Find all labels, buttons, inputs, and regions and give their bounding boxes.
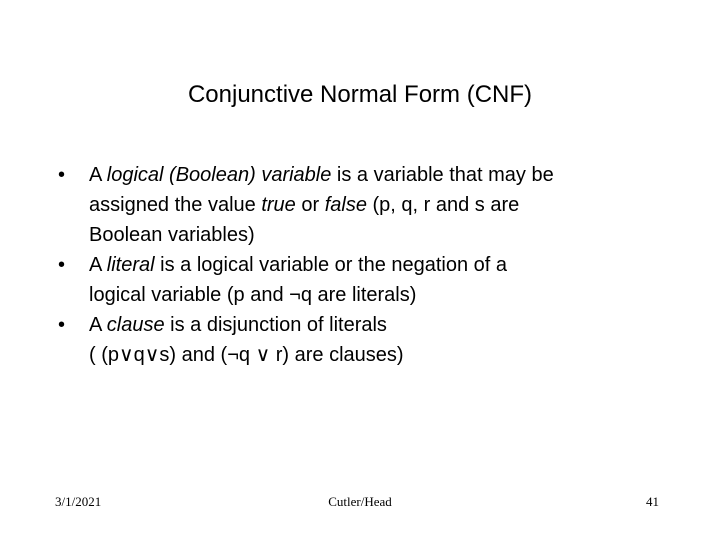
bullet-line: [89, 310, 678, 340]
bullet-marker: •: [58, 314, 66, 336]
footer-author: Cutler/Head: [328, 494, 392, 509]
emphasized-term: true: [261, 194, 296, 216]
text-run: assigned the value: [89, 194, 262, 216]
bullet-line: [89, 340, 678, 370]
bullet-item: [58, 160, 678, 250]
bullet-item: [58, 250, 678, 310]
text-run: A: [89, 254, 107, 276]
emphasized-term: false: [324, 194, 367, 216]
emphasized-term: logical (Boolean) variable: [106, 164, 332, 186]
text-run: Boolean variables): [89, 224, 255, 246]
footer-date: 3/1/2021: [55, 494, 102, 509]
emphasized-term: clause: [106, 314, 165, 336]
bullet-line: [89, 280, 678, 310]
text-run: is a disjunction of literals: [164, 314, 387, 336]
text-run: A: [89, 164, 107, 186]
bullet-list: [58, 160, 678, 370]
bullet-line: [89, 250, 678, 280]
text-run: ¬: [289, 284, 301, 306]
bullet-marker: •: [58, 254, 66, 276]
slide-title: Conjunctive Normal Form (CNF): [187, 81, 533, 108]
text-run: is a logical variable or the negation of a: [154, 254, 508, 276]
text-run: (p, q, r and s are: [366, 194, 520, 216]
text-run: ( (p∨q∨s) and (¬q ∨ r) are clauses): [89, 344, 404, 366]
text-run: q are literals): [300, 284, 417, 306]
text-run: A: [89, 314, 107, 336]
footer-page-number: 41: [646, 494, 659, 509]
bullet-marker: •: [58, 164, 66, 186]
text-run: logical variable (p and: [89, 284, 290, 306]
bullet-line: [89, 190, 678, 220]
text-run: or: [295, 194, 325, 216]
emphasized-term: literal: [106, 254, 155, 276]
text-run: is a variable that may be: [331, 164, 554, 186]
bullet-line: [89, 160, 678, 190]
bullet-line: [89, 220, 678, 250]
bullet-item: [58, 310, 678, 370]
